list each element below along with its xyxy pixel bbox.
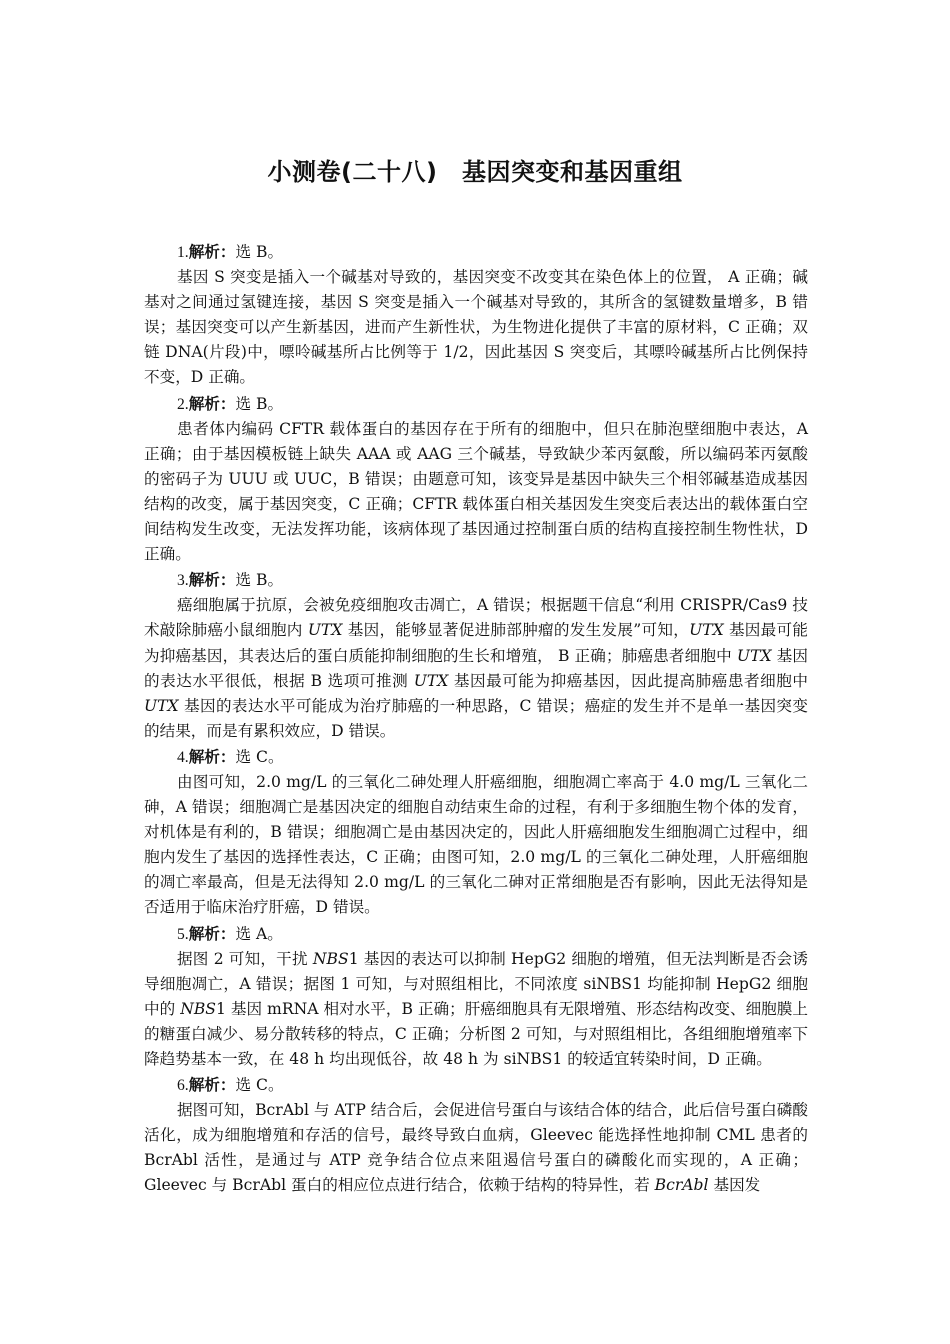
gene-name: UTX: [307, 621, 343, 640]
answer-choice: 选 C。: [235, 1076, 284, 1095]
explanation-text: 1 基因 mRNA 相对水平，B 正确；肝癌细胞具有无限增殖、形态结构改变、细胞膜上的糖蛋白减少、易分散转移的特点，C 正确；分析图 2 可知，与对照组相比，各组细胞增殖率下降趋势基本一致，在 48 h 均出现低谷，故 48 h 为 siNBS1 的较适宜转染时间，D 正确。: [144, 999, 808, 1068]
question-6-explanation: [144, 1098, 808, 1198]
gene-name: NBS: [312, 949, 349, 968]
question-number: 5.: [177, 925, 189, 943]
question-3-heading: [144, 567, 808, 593]
answer-choice: 选 C。: [235, 747, 284, 766]
gene-name: UTX: [144, 696, 179, 715]
answer-choice: 选 B。: [235, 243, 284, 261]
explanation-text: 基因最可能为抑癌基因，因此提高肺癌患者细胞中: [448, 671, 808, 690]
question-number: 3.: [177, 572, 189, 590]
question-2-heading: [144, 391, 808, 417]
question-number: 4.: [177, 748, 189, 766]
question-2-explanation: 患者体内编码 CFTR 载体蛋白的基因存在于所有的细胞中，但只在肺泡壁细胞中表达，A 正确；由于基因模板链上缺失 AAA 或 AAG 三个碱基，导致缺少苯丙氨酸，所以编码苯丙氨酸的密码子为 UUU 或 UUC，B 错误；由题意可知，该变异是基因中缺失三个相邻碱基造成基因结构的改变，属于基因突变，C 正确；CFTR 载体蛋白相关基因发生突变后表达出的载体蛋白空间结构发生改变，无法发挥功能，该病体现了基因通过控制蛋白质的结构直接控制生物性状，D 正确。: [144, 419, 808, 564]
page-title: 小测卷(二十八) 基因突变和基因重组: [267, 158, 683, 186]
question-6-heading: [144, 1072, 808, 1098]
explanation-text: 基因的表达水平很低，根据 B 选项可推测: [144, 646, 808, 690]
gene-name: UTX: [413, 671, 449, 690]
question-5-explanation: [144, 947, 808, 1072]
explanation-text: 癌细胞属于抗原，会被免疫细胞攻击凋亡，A 错误；根据题干信息“利用 CRISPR/Cas9 技术敲除肺癌小鼠细胞内: [144, 596, 808, 640]
explanation-text: 基因，能够显著促进肺部肿瘤的发生发展”可知，: [342, 621, 690, 640]
analysis-label: 解析：: [188, 746, 236, 766]
explanation-text: 基因最可能为抑癌基因，其表达后的蛋白质能抑制细胞的生长和增殖， B 正确；肺癌患者细胞中: [144, 621, 808, 665]
question-3-explanation: [144, 593, 808, 744]
explanation-text: 基因的表达水平可能成为治疗肺癌的一种思路，C 错误；癌症的发生并不是单一基因突变的结果，而是有累积效应，D 错误。: [144, 696, 808, 740]
gene-name: NBS: [180, 999, 216, 1018]
gene-name: UTX: [736, 646, 772, 665]
analysis-label: 解析：: [188, 923, 236, 943]
explanation-text: 1 基因的表达可以抑制 HepG2 细胞的增殖，但无法判断是否会诱导细胞凋亡，A 错误；据图 1 可知，与对照组相比，不同浓度 siNBS1 均能抑制 HepG2 细胞中的: [144, 949, 808, 1018]
explanation-text: 据图 2 可知，干扰: [177, 949, 313, 968]
explanation-text: 基因发: [708, 1176, 761, 1195]
analysis-label: 解析：: [188, 393, 236, 413]
question-4-explanation: 由图可知，2.0 mg/L 的三氧化二砷处理人肝癌细胞，细胞凋亡率高于 4.0 mg/L 三氧化二砷，A 错误；细胞凋亡是基因决定的细胞自动结束生命的过程，有利于多细胞生物个体的发育，对机体是有利的，B 错误；细胞凋亡是由基因决定的，因此人肝癌细胞发生细胞凋亡过程中，细胞内发生了基因的选择性表达，C 正确；由图可知，2.0 mg/L 的三氧化二砷处理，人肝癌细胞的凋亡率最高，但是无法得知 2.0 mg/L 的三氧化二砷对正常细胞是否有影响，因此无法得知是否适用于临床治疗肝癌，D 错误。: [144, 772, 808, 917]
answer-choice: 选 B。: [235, 394, 284, 413]
question-1-heading: [144, 239, 808, 265]
answer-body: [144, 239, 808, 1199]
analysis-label: 解析：: [188, 1075, 236, 1095]
gene-name: BcrAbl: [654, 1176, 709, 1195]
answer-choice: 选 B。: [235, 571, 284, 590]
analysis-label: 解析：: [188, 570, 236, 590]
question-4-heading: [144, 744, 808, 770]
question-number: 2.: [177, 395, 189, 413]
question-number: 6.: [177, 1077, 189, 1095]
answer-choice: 选 A。: [235, 924, 283, 943]
gene-name: UTX: [689, 621, 724, 640]
question-5-heading: [144, 921, 808, 947]
analysis-label: 解析：: [188, 242, 236, 261]
explanation-text: 据图可知，BcrAbl 与 ATP 结合后，会促进信号蛋白与该结合体的结合，此后信号蛋白磷酸活化，成为细胞增殖和存活的信号，最终导致白血病，Gleevec 能选择性地抑制 CML 患者的 BcrAbl 活性，是通过与 ATP 竞争结合位点来阻遏信号蛋白的磷酸化而实现的，A 正确；Gleevec 与 BcrAbl 蛋白的相应位点进行结合，依赖于结构的特异性，若: [144, 1101, 808, 1195]
question-number: 1.: [177, 244, 189, 261]
question-1-explanation: 基因 S 突变是插入一个碱基对导致的，基因突变不改变其在染色体上的位置， A 正确；碱基对之间通过氢键连接，基因 S 突变是插入一个碱基对导致的，其所含的氢键数量增多，B 错误；基因突变可以产生新基因，进而产生新性状，为生物进化提供了丰富的原材料，C 正确；双链 DNA(片段)中，嘌呤碱基所占比例等于 1/2，因此基因 S 突变后，其嘌呤碱基所占比例保持不变，D 正确。: [144, 268, 808, 387]
